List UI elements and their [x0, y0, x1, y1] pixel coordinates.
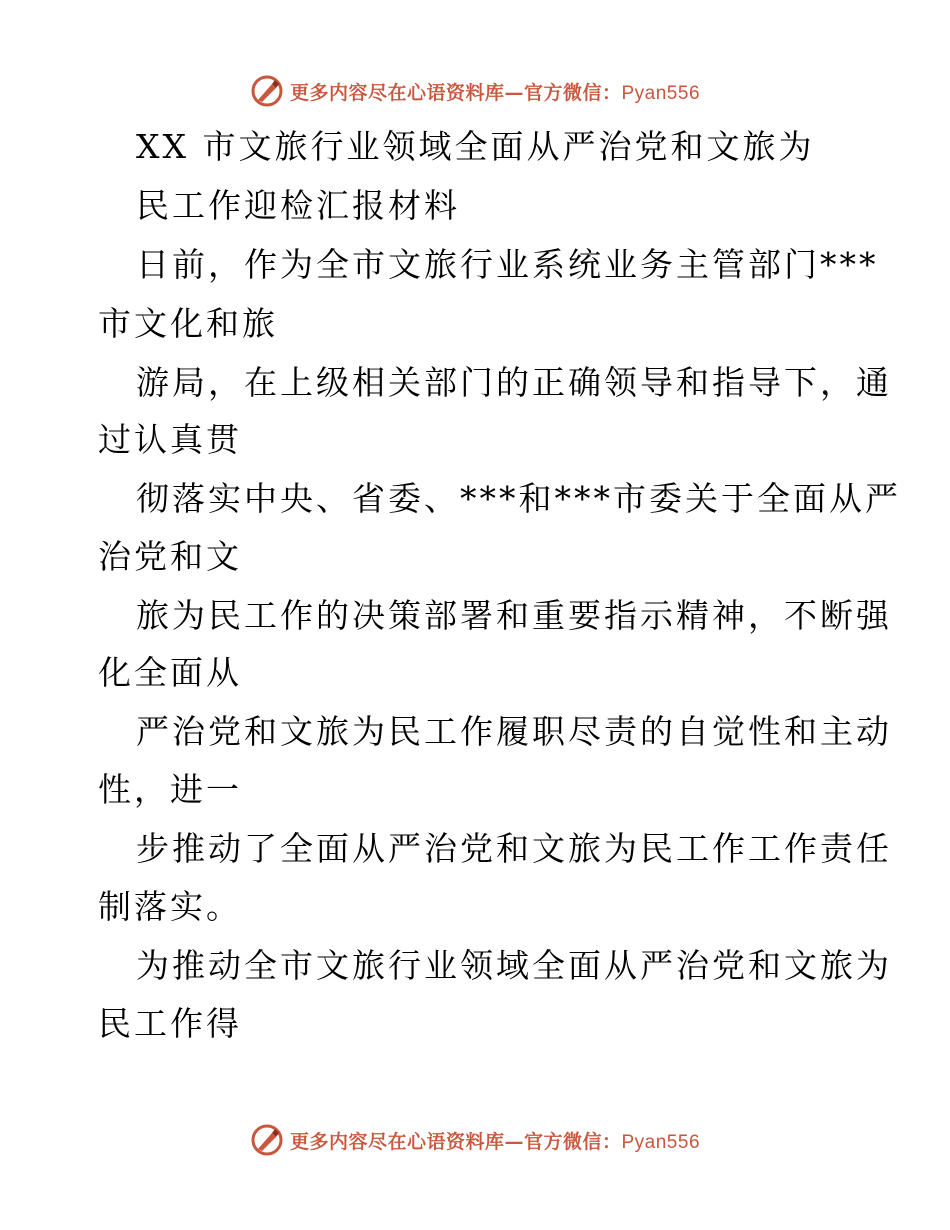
- document-title-line-2: 民工作迎检汇报材料: [136, 186, 460, 225]
- paragraph-line: 民工作得: [98, 1004, 242, 1043]
- document-title-line-1: XX 市文旅行业领域全面从严治党和文旅为: [136, 127, 815, 166]
- paragraph-line: 制落实。: [98, 887, 242, 926]
- paragraph-line: 彻落实中央、省委、***和***市委关于全面从严: [136, 479, 901, 518]
- pen-logo-icon: [250, 1123, 284, 1157]
- paragraph-line: 日前，作为全市文旅行业系统业务主管部门***: [136, 245, 879, 284]
- wechat-id: Pyan556: [621, 1131, 701, 1153]
- paragraph-line: 市文化和旅: [98, 304, 278, 343]
- paragraph-line: 严治党和文旅为民工作履职尽责的自觉性和主动: [136, 712, 892, 751]
- footer-watermark-banner: [0, 1120, 950, 1160]
- watermark-text: 更多内容尽在心语资料库—官方微信：Pyan556: [289, 81, 701, 104]
- paragraph-line: 性，进一: [98, 770, 242, 809]
- paragraph-line: 化全面从: [98, 653, 242, 692]
- header-watermark-banner: [0, 71, 950, 111]
- paragraph-line: 为推动全市文旅行业领域全面从严治党和文旅为: [136, 946, 892, 985]
- paragraph-line: 过认真贯: [98, 420, 242, 459]
- paragraph-line: 治党和文: [98, 537, 242, 576]
- watermark-text: 更多内容尽在心语资料库—官方微信：Pyan556: [289, 1130, 701, 1153]
- wechat-id: Pyan556: [621, 82, 701, 104]
- paragraph-line: 旅为民工作的决策部署和重要指示精神，不断强: [136, 596, 892, 635]
- paragraph-line: 游局，在上级相关部门的正确领导和指导下，通: [136, 363, 892, 402]
- pen-logo-icon: [250, 74, 284, 108]
- paragraph-line: 步推动了全面从严治党和文旅为民工作工作责任: [136, 829, 892, 868]
